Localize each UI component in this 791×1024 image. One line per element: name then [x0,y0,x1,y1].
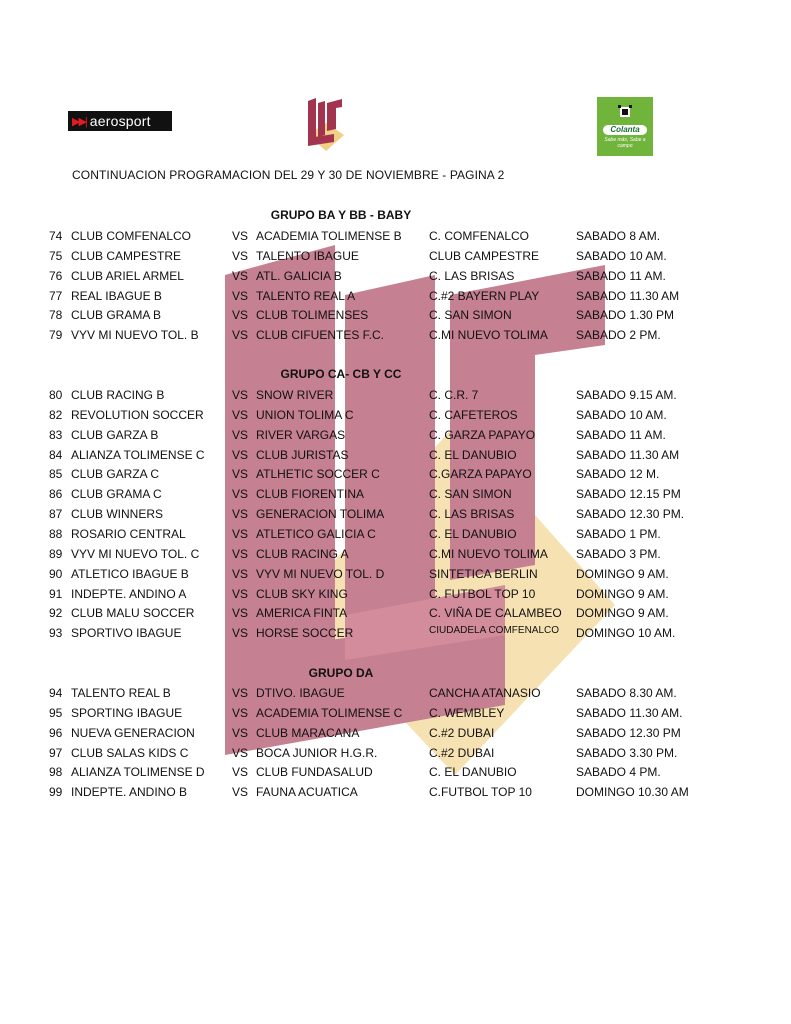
match-num: 80 [49,388,63,402]
match-num: 98 [49,765,63,779]
match-home: VYV MI NUEVO TOL. C [71,547,200,561]
match-row [0,388,791,406]
match-away: DTIVO. IBAGUE [256,686,345,700]
match-row [0,587,791,605]
match-home: REVOLUTION SOCCER [71,408,204,422]
match-num: 96 [49,726,63,740]
page-title: CONTINUACION PROGRAMACION DEL 29 Y 30 DE NOVIEMBRE - PAGINA 2 [72,168,505,182]
match-vs: VS [232,567,249,581]
match-num: 94 [49,686,63,700]
match-row [0,746,791,764]
match-row [0,785,791,803]
match-time: SABADO 10 AM. [576,249,667,263]
match-venue: C. CAFETEROS [429,408,518,422]
match-away: TALENTO IBAGUE [256,249,359,263]
match-away: ATLHETIC SOCCER C [256,467,380,481]
match-time: SABADO 12 M. [576,467,660,481]
match-home: INDEPTE. ANDINO B [71,785,188,799]
match-row [0,765,791,783]
match-num: 90 [49,567,63,581]
match-num: 79 [49,328,63,342]
match-vs: VS [232,686,249,700]
match-num: 99 [49,785,63,799]
match-vs: VS [232,706,249,720]
match-num: 74 [49,229,63,243]
match-venue: C. LAS BRISAS [429,507,515,521]
match-vs: VS [232,388,249,402]
match-time: SABADO 11 AM. [576,428,666,442]
match-away: AMERICA FINTA [256,606,348,620]
match-vs: VS [232,249,249,263]
match-row [0,606,791,624]
match-home: TALENTO REAL B [71,686,171,700]
match-time: DOMINGO 10.30 AM [576,785,689,799]
match-venue: C.#2 BAYERN PLAY [429,289,540,303]
match-vs: VS [232,487,249,501]
match-venue: SINTETICA BERLIN [429,567,538,581]
match-vs: VS [232,785,249,799]
match-num: 77 [49,289,63,303]
match-venue: C.#2 DUBAI [429,726,495,740]
play-arrows-icon: ▶▶| [72,115,86,128]
match-vs: VS [232,507,249,521]
match-home: CLUB GARZA B [71,428,159,442]
match-home: CLUB SALAS KIDS C [71,746,189,760]
match-time: SABADO 10 AM. [576,408,667,422]
match-venue: CIUDADELA COMFENALCO [429,625,560,636]
match-time: SABADO 1.30 PM [576,308,675,322]
match-row [0,308,791,326]
match-row [0,626,791,644]
match-home: CLUB GRAMA C [71,487,162,501]
match-time: SABADO 9.15 AM. [576,388,677,402]
group-title: GRUPO DA [308,666,374,680]
match-venue: C. SAN SIMON [429,487,512,501]
match-venue: C. EL DANUBIO [429,527,517,541]
match-time: SABADO 11.30 AM [576,448,680,462]
match-away: CLUB FUNDASALUD [256,765,373,779]
match-venue: C. WEMBLEY [429,706,505,720]
match-row [0,706,791,724]
match-venue: C. GARZA PAPAYO [429,428,536,442]
match-time: SABADO 3.30 PM. [576,746,678,760]
match-away: CLUB JURISTAS [256,448,349,462]
match-vs: VS [232,467,249,481]
match-vs: VS [232,408,249,422]
match-home: SPORTIVO IBAGUE [71,626,182,640]
match-row [0,448,791,466]
match-row [0,467,791,485]
match-home: NUEVA GENERACION [71,726,195,740]
match-away: ATLETICO GALICIA C [256,527,376,541]
match-num: 97 [49,746,63,760]
match-num: 85 [49,467,63,481]
match-away: UNION TOLIMA C [256,408,354,422]
group-title: GRUPO BA Y BB - BABY [270,208,412,222]
match-home: SPORTING IBAGUE [71,706,183,720]
match-away: RIVER VARGAS [256,428,346,442]
group-title: GRUPO CA- CB Y CC [280,367,402,381]
match-time: SABADO 12.30 PM. [576,507,685,521]
match-home: INDEPTE. ANDINO A [71,587,187,601]
match-time: SABADO 11 AM. [576,269,666,283]
match-home: CLUB RACING B [71,388,165,402]
match-vs: VS [232,229,249,243]
match-num: 76 [49,269,63,283]
match-home: CLUB ARIEL ARMEL [71,269,184,283]
aerosport-logo: ▶▶| aerosport [68,111,172,131]
match-away: CLUB MARACANA [256,726,360,740]
match-away: GENERACION TOLIMA [256,507,385,521]
match-home: CLUB GRAMA B [71,308,162,322]
match-row [0,328,791,346]
match-venue: C.GARZA PAPAYO [429,467,532,481]
match-venue: C. LAS BRISAS [429,269,515,283]
match-venue: C.FUTBOL TOP 10 [429,785,532,799]
match-venue: C. EL DANUBIO [429,448,517,462]
match-away: HORSE SOCCER [256,626,354,640]
match-venue: C.MI NUEVO TOLIMA [429,547,548,561]
match-away: CLUB CIFUENTES F.C. [256,328,385,342]
match-away: ATL. GALICIA B [256,269,342,283]
match-row [0,726,791,744]
match-row [0,229,791,247]
match-away: CLUB RACING A [256,547,349,561]
match-home: ALIANZA TOLIMENSE C [71,448,205,462]
match-away: VYV MI NUEVO TOL. D [256,567,385,581]
match-venue: C. EL DANUBIO [429,765,517,779]
match-time: SABADO 11.30 AM [576,289,680,303]
match-num: 95 [49,706,63,720]
match-row [0,567,791,585]
match-time: DOMINGO 9 AM. [576,587,669,601]
match-num: 88 [49,527,63,541]
match-away: CLUB FIORENTINA [256,487,365,501]
match-num: 75 [49,249,63,263]
match-venue: CANCHA ATANASIO [429,686,541,700]
match-venue: C. C.R. 7 [429,388,479,402]
match-time: SABADO 12.15 PM [576,487,681,501]
match-vs: VS [232,448,249,462]
match-away: CLUB SKY KING [256,587,348,601]
match-time: SABADO 8.30 AM. [576,686,677,700]
match-vs: VS [232,527,249,541]
match-home: CLUB MALU SOCCER [71,606,195,620]
match-home: CLUB COMFENALCO [71,229,192,243]
match-num: 87 [49,507,63,521]
match-away: BOCA JUNIOR H.G.R. [256,746,378,760]
match-away: FAUNA ACUATICA [256,785,358,799]
match-vs: VS [232,765,249,779]
match-time: DOMINGO 9 AM. [576,606,669,620]
match-vs: VS [232,587,249,601]
match-vs: VS [232,726,249,740]
match-row [0,428,791,446]
match-home: CLUB CAMPESTRE [71,249,182,263]
match-num: 83 [49,428,63,442]
match-time: DOMINGO 9 AM. [576,567,669,581]
colanta-logo: Colanta Sabe más, Sabe a campo [597,97,653,156]
match-venue: C.MI NUEVO TOLIMA [429,328,548,342]
match-venue: CLUB CAMPESTRE [429,249,540,263]
match-home: REAL IBAGUE B [71,289,162,303]
match-row [0,487,791,505]
match-num: 89 [49,547,63,561]
match-num: 78 [49,308,63,322]
match-away: CLUB TOLIMENSES [256,308,369,322]
match-num: 92 [49,606,63,620]
match-row [0,289,791,307]
match-venue: C. COMFENALCO [429,229,530,243]
match-venue: C. SAN SIMON [429,308,512,322]
match-venue: C.#2 DUBAI [429,746,495,760]
match-home: ALIANZA TOLIMENSE D [71,765,205,779]
match-time: SABADO 2 PM. [576,328,661,342]
match-num: 82 [49,408,63,422]
match-away: SNOW RIVER [256,388,334,402]
match-vs: VS [232,269,249,283]
match-home: ATLETICO IBAGUE B [71,567,189,581]
match-vs: VS [232,547,249,561]
match-num: 84 [49,448,63,462]
match-venue: C. FUTBOL TOP 10 [429,587,536,601]
match-venue: C. VIÑA DE CALAMBEO [429,606,562,620]
match-row [0,507,791,525]
match-row [0,408,791,426]
match-away: TALENTO REAL A [256,289,356,303]
match-home: ROSARIO CENTRAL [71,527,186,541]
match-time: SABADO 11.30 AM. [576,706,683,720]
match-away: ACADEMIA TOLIMENSE C [256,706,403,720]
match-time: SABADO 8 AM. [576,229,661,243]
match-num: 93 [49,626,63,640]
match-time: DOMINGO 10 AM. [576,626,676,640]
match-vs: VS [232,328,249,342]
match-vs: VS [232,428,249,442]
match-vs: VS [232,746,249,760]
match-vs: VS [232,308,249,322]
match-row [0,269,791,287]
match-home: CLUB GARZA C [71,467,160,481]
match-time: SABADO 12.30 PM [576,726,681,740]
match-row [0,686,791,704]
match-row [0,547,791,565]
match-away: ACADEMIA TOLIMENSE B [256,229,402,243]
match-time: SABADO 1 PM. [576,527,661,541]
match-vs: VS [232,626,249,640]
cow-icon [617,103,633,121]
match-row [0,249,791,267]
match-home: VYV MI NUEVO TOL. B [71,328,199,342]
match-num: 86 [49,487,63,501]
match-row [0,527,791,545]
match-home: CLUB WINNERS [71,507,164,521]
match-time: SABADO 4 PM. [576,765,661,779]
match-num: 91 [49,587,63,601]
match-time: SABADO 3 PM. [576,547,661,561]
match-vs: VS [232,606,249,620]
match-vs: VS [232,289,249,303]
liga-tolimense-logo [306,95,346,151]
